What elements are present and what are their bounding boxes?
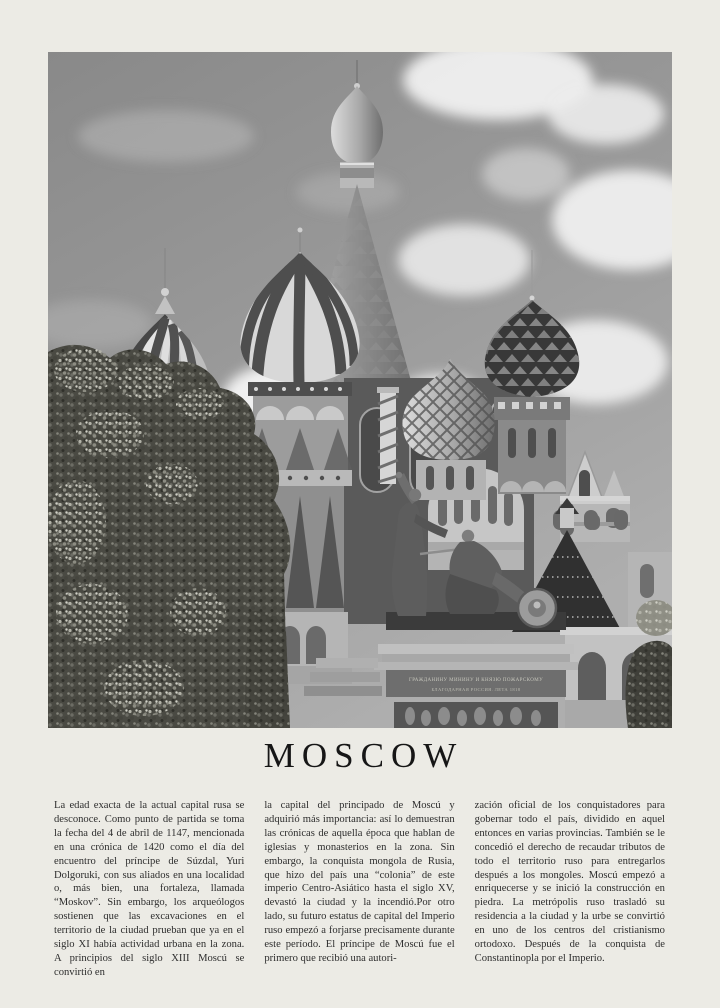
cathedral-photo: [48, 52, 672, 728]
monument-inscription-line2: БЛАГОДАРНАЯ РОССИЯ. ЛЕТА 1818: [431, 687, 521, 692]
article-column-3: zación oficial de los conquistadores para gobernar todo el país, dividido en aquel entonces en varias provincias. También se le concedió el derecho de recaudar tributos de todo el territorio ruso para entregarlos después a los mongoles. Moscú empezó a enriquecerse y se inició la construcción en piedra. La metrópolis ruso trasladó su residencia a la ciudad y la urbe se convirtió en uno de los centros del cristianismo ortodoxo. Después de la conquista de Constantinopla por el Imperio.: [474, 800, 665, 964]
monument-inscription-line1: ГРАЖДАНИНУ МИНИНУ И КНЯЗЮ ПОЖАРСКОМУ: [408, 678, 544, 683]
poster-title: MOSCOW: [263, 736, 464, 775]
cathedral-photo-art: [48, 52, 672, 728]
article-column-1: La edad exacta de la actual capital rusa se desconoce. Como punto de partida se toma la fecha del 4 de abril de 1147, mencionada en una crónica de 1420 como el día del encuentro del príncipe de Súzdal, Yuri Dolgoruki, con sus aliados en una localidad o, más bien, una fortaleza, llamada “Moskov”. Sin embargo, los arqueólogos sostienen que las excavaciones en el territorio de la ciudad prueban que ya en el siglo XI había actividad urbana en la zona. A principios del siglo XIII Moscú se convirtió en: [54, 800, 245, 978]
article-columns: [54, 799, 665, 980]
article-column-2: la capital del principado de Moscú y adquirió más importancia: así lo demuestran las crónicas de aquella época que hablan de iglesias y monasterios en la zona. Sin embargo, la conquista mongola de Rusia, que hizo del país una “colonia” de este imperio Centro-Asiático hasta el siglo XV, devastó la ciudad y la incendió.Por otro lado, su futuro estatus de capital del Imperio ruso empezó a forjarse precisamente durante este período. El príncipe de Moscú fue el primero que recibió una autori-: [264, 800, 455, 964]
